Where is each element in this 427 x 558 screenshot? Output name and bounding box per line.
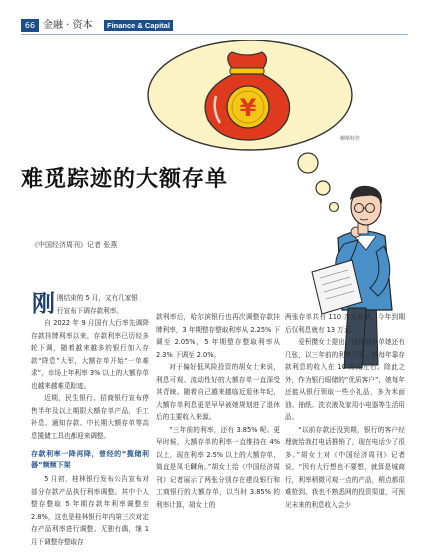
- paragraph: “三年前的利率，还有 3.85% 呢。更早时候，大额存单的利率一直维持在 4% 以上，现在利率 2.5% 以上的大额存单，简直是凤毛麟角。”胡女士给《中国经济周刊》记者展示了两张分别存在建设银行和工商银行的大额存单，以当时 3.85% 的利率计算，胡女士的: [156, 425, 280, 509]
- paragraph: 自 2022 年 9 月国有大行率先调降存款挂牌利率以来，存款利率已历经多轮下调，随着越来越多的银行加入存款“降息”大军，大额存单开始“一单难求”，市场上年利率 3% 以上的大额存单也越来越难觅踪迹。: [31, 319, 149, 390]
- artist-signature: 柳斯特作: [340, 136, 361, 142]
- yen-coin-icon: [227, 86, 269, 128]
- paragraph: 款利率后，哈尔滨银行也再次调整存款挂牌利率，3 年期整存整取利率从 2.25% 下调至 2.05%，5 年期整存整取利率从 2.3% 下调至 2.0%。: [156, 313, 280, 359]
- text-column-3: [285, 311, 405, 511]
- paragraph: 对于偏好低风险投资的胡女士来说，利息可观、流动性好的大额存单一直深受其青睐。随着自己越来越临近退休年纪，大额存单利息更是早早被她规划进了退休后的主要收入来源。: [156, 363, 280, 421]
- section-subhead: 存款利率一降再降，曾经的“揽储利器”频频下架: [31, 450, 149, 469]
- section-brand: Finance & Capital: [104, 20, 173, 31]
- paragraph: 5 月初，桂林银行发布公告宣布对部分存款产品执行利率调整。其中个人整存整取 5 年期存款年利率调整至 2.8%，这也是桂林银行年内第三次对定存产品利率进行调整。无独有偶，继 1 月下调整存整取存: [31, 475, 149, 546]
- paragraph: 爱积攒女士提出，这样的存单她还有几张，以三年前的利率计算，她每年靠存款利息的收入在 10 万元左右。除此之外，作为银行眼储的“优质客户”，她每年还能从银行领取一些小礼品，多为米面油、抽纸、洗衣液及家用小电器等生活用品。: [285, 338, 405, 421]
- article-title: 难觅踪迹的大额存单: [21, 166, 229, 192]
- paragraph: “以前存款还没到期，银行的客户经理就给我打电话推销了，现在电话少了很多。”胡女士对《中国经济周刊》记者说，“因有大行想也不要想，就算是城商行，利率稍微可观一点的产品，稍点都很难抢到。我也不熟悉网的投资渠道，可预见未来的利息收入会少: [285, 425, 405, 509]
- lead-line-1: 刚结束的 5 月，又有几家银: [57, 294, 138, 302]
- yen-glyph: ¥: [239, 94, 257, 122]
- page-header: [0, 0, 427, 34]
- page-number: 66: [21, 19, 39, 32]
- article-byline: 《中国经济周刊》记者 张燕: [31, 241, 118, 249]
- lead-paragraph: [31, 292, 149, 317]
- paragraph: 两张存单共有 110 万元存款，今年到期后仅利息就有 13 万元。: [285, 313, 405, 334]
- section-title: 金融 · 资本: [43, 20, 93, 31]
- header-rule: [21, 34, 408, 35]
- lead-line-2: 行宣布下调存款利率。: [57, 306, 123, 315]
- text-column-1: [31, 292, 149, 548]
- text-column-2: [156, 311, 280, 511]
- paragraph: 近期，民生银行、招商银行宣布停售半年及以上期限大额存单产品，手工补息、通知存款、中长期大额存单等高息揽储工具也都迎来调整。: [31, 394, 149, 440]
- drop-cap: 刚: [32, 290, 55, 317]
